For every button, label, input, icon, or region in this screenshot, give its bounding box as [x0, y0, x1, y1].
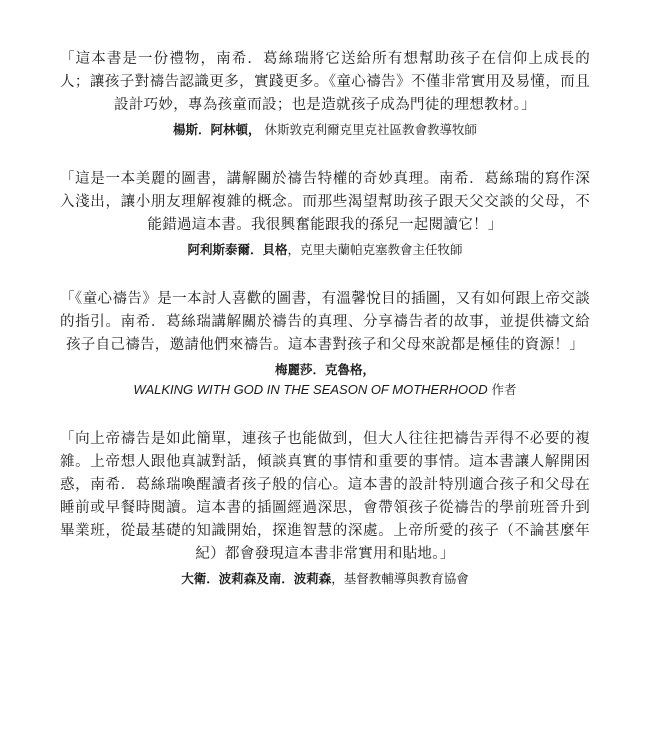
endorsement-2 [60, 168, 590, 260]
endorser-role: ，基督教輔導與教育協會 [331, 571, 469, 586]
endorsement-quote: 「《童心禱告》是一本討人喜歡的圖書，有溫馨悅目的插圖，又有如何跟上帝交談的指引。南希．葛絲瑞講解關於禱告的真理、分享禱告者的故事，並提供禱文給孩子自己禱告，邀請他們來禱告。這本書對孩子和父母來說都是極佳的資源！」 [60, 291, 590, 353]
endorsement-quote: 「這是一本美麗的圖書，講解關於禱告特權的奇妙真理。南希．葛絲瑞的寫作深入淺出，讓小朋友理解複雜的概念。而那些渴望幫助孩子跟天父交談的父母，不能錯過這本書。我很興奮能跟我的孫兒一起閱讀它！」 [60, 171, 590, 233]
endorser-book-line [60, 380, 590, 400]
endorsement-attribution [60, 569, 590, 589]
endorsement-quote: 「這本書是一份禮物，南希．葛絲瑞將它送給所有想幫助孩子在信仰上成長的人；讓孩子對禱告認識更多，實踐更多。《童心禱告》不僅非常實用及易懂，而且設計巧妙，專為孩童而設；也是造就孩子成為門徒的理想教材。」 [60, 51, 590, 113]
endorsement-attribution [60, 240, 590, 260]
endorsement-attribution [60, 360, 590, 400]
endorser-book-title: WALKING WITH GOD IN THE SEASON OF MOTHERHOOD [133, 382, 488, 397]
endorser-name: 楊斯．阿林頓， [172, 122, 261, 137]
endorser-name: 大衛．波莉森及南．波莉森 [181, 571, 332, 586]
endorsement-3 [60, 288, 590, 400]
endorser-book-suffix: 作者 [487, 382, 517, 397]
endorsement-4 [60, 428, 590, 589]
endorser-name: 梅麗莎．克魯格， [274, 362, 375, 377]
endorsement-1 [60, 48, 590, 140]
endorser-name: 阿利斯泰爾．貝格 [187, 242, 288, 257]
endorsement-quote: 「向上帝禱告是如此簡單，連孩子也能做到，但大人往往把禱告弄得不必要的複雜。上帝想人跟他真誠對話，傾談真實的事情和重要的事情。這本書讓人解開困惑，南希．葛絲瑞喚醒讀者孩子般的信心。這本書的設計特別適合孩子和父母在睡前或早餐時閱讀。這本書的插圖經過深思，會帶領孩子從禱告的學前班晉升到畢業班，從最基礎的知識開始，探進智慧的深處。上帝所愛的孩子（不論甚麼年紀）都會發現這本書非常實用和貼地。」 [60, 431, 590, 562]
endorser-role: ，克里夫蘭帕克塞教會主任牧師 [287, 242, 463, 257]
endorsement-attribution [60, 120, 590, 140]
endorser-role: 休斯敦克利爾克里克社區教會教導牧師 [264, 122, 477, 137]
